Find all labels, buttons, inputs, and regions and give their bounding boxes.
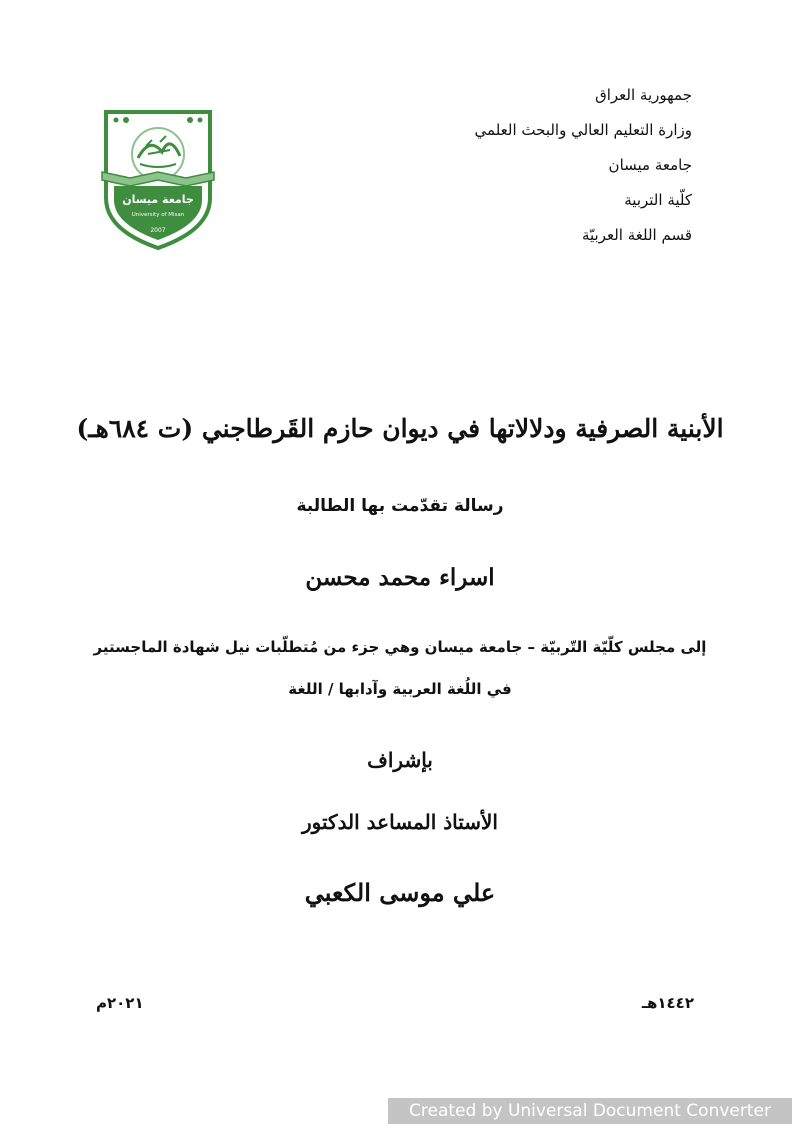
logo-year: 2007 [150,227,166,234]
thesis-subtitle: رسالة تقدّمت بها الطالبة [296,496,504,516]
university-line: جامعة ميسان [608,156,692,174]
institution-header [332,78,692,253]
supervisor-name: علي موسى الكعبي [304,878,496,907]
college-line: كلّية التربية [624,191,692,209]
supervision-label: بإشراف [367,748,433,772]
hijri-date: ١٤٤٢هـ [641,994,694,1012]
ministry-line: وزارة التعليم العالي والبحث العلمي [474,121,692,139]
logo-name-ar: جامعة ميسان [122,193,194,206]
student-name: اسراء محمد محسن [305,564,495,591]
purpose-line-2: في اللُغة العربية وآدابها / اللغة [288,680,512,698]
purpose-line-1: إلى مجلس كلّيّة التّربيّة – جامعة ميسان وهي جزء من مُتطلّبات نيل شهادة الماجستير [93,638,707,656]
country-line: جمهورية العراق [595,86,692,104]
supervisor-rank: الأستاذ المساعد الدكتور [302,810,498,834]
logo-name-en: University of Misan [131,212,185,218]
gregorian-date: ٢٠٢١م [96,994,144,1012]
converter-watermark: Created by Universal Document Converter [388,1098,792,1124]
university-logo [100,106,216,252]
department-line: قسم اللغة العربيّة [581,226,692,244]
thesis-title: الأبنية الصرفية ودلالاتها في ديوان حازم القَرطاجني (ت ٦٨٤هـ) [76,414,724,443]
